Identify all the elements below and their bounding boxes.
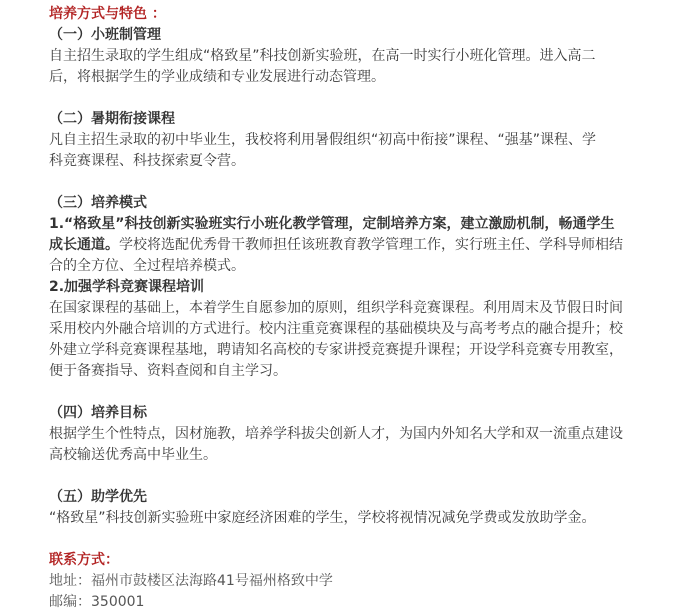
paragraph-line: “格致星”科技创新实验班中家庭经济困难的学生，学校将视情况减免学费或发放助学金。 [49,510,596,526]
contact-title: 联系方式： [49,552,119,568]
contact-address: 地址：福州市鼓楼区法海路41号福州格致中学 [49,573,333,589]
paragraph-line: 凡自主招生录取的初中毕业生，我校将利用暑假组织“初高中衔接”课程、“强基”课程、学 [49,132,597,148]
paragraph-line: 科竞赛课程、科技探索夏令营。 [49,153,245,169]
heading-training-mode: （三）培养模式 [49,195,147,211]
heading-small-class: （一）小班制管理 [49,27,161,43]
heading-summer-course: （二）暑期衔接课程 [49,111,175,127]
paragraph-line: 采用校内外融合培训的方式进行。校内注重竞赛课程的基础模块及与高考考点的融合提升；校 [49,321,623,337]
paragraph-line: 自主招生录取的学生组成“格致星”科技创新实验班，在高一时实行小班化管理。进入高二 [49,48,596,64]
contact-postcode: 邮编：350001 [49,594,145,610]
heading-financial-aid: （五）助学优先 [49,489,147,505]
paragraph-line: 高校输送优秀高中毕业生。 [49,447,217,463]
paragraph-line-bold: 1.“格致星”科技创新实验班实行小班化教学管理，定制培养方案，建立激励机制，畅通学生 [49,216,615,232]
section-title: 培养方式与特色 ： [49,6,166,22]
text-fragment: 学校将选配优秀骨干教师担任该班教育教学管理工作，实行班主任、学科导师相结 [119,237,623,253]
paragraph-line: 便于备赛指导、资料查阅和自主学习。 [49,363,287,379]
subheading-competition: 2.加强学科竞赛课程培训 [49,279,205,295]
paragraph-line: 后，将根据学生的学业成绩和专业发展进行动态管理。 [49,69,385,85]
paragraph-line: 外建立学科竞赛课程基地，聘请知名高校的专家讲授竞赛提升课程；开设学科竞赛专用教室， [49,342,623,358]
paragraph-line [49,235,623,256]
bold-fragment: 成长通道。 [49,237,119,253]
paragraph-line: 合的全方位、全过程培养模式。 [49,258,245,274]
paragraph-line: 在国家课程的基础上，本着学生自愿参加的原则，组织学科竞赛课程。利用周末及节假日时间 [49,300,623,316]
paragraph-line: 根据学生个性特点，因材施教，培养学科拔尖创新人才，为国内外知名大学和双一流重点建设 [49,426,623,442]
heading-goals: （四）培养目标 [49,405,147,421]
